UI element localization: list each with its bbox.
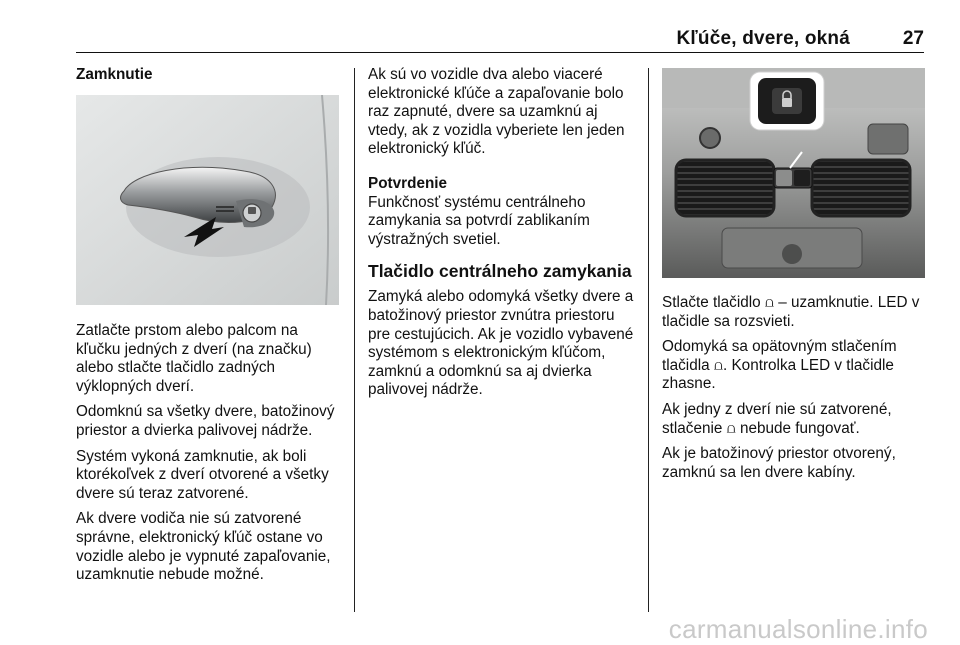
header-divider [76, 52, 924, 53]
paragraph-lock-press: Stlačte tlačidlo ⩍ – uzamknutie. LED v tlačidle sa rozsvieti. [662, 294, 920, 330]
lock-icon: ⩍ [764, 295, 774, 311]
paragraph: Systém vykoná zamknutie, ak boli ktorékoľvek z dverí otvorené a všetky dvere sú teraz zatvorené. [76, 447, 329, 502]
door-handle-drawing [76, 95, 339, 305]
right-column-text [662, 294, 932, 489]
paragraph: Zatlačte prstom alebo palcom na kľučku jedných z dverí (na značku) alebo stlačte tlačidlo zadných výklopných dverí. [76, 322, 312, 395]
page-number: 27 [902, 28, 924, 49]
door-handle-illustration [76, 95, 339, 305]
paragraph: Ak je batožinový priestor otvorený, zamknú sa len dvere kabíny. [662, 445, 896, 481]
section-title-central-locking-button: Tlačidlo centrálneho zamykania [368, 261, 632, 282]
dashboard-drawing [662, 68, 925, 278]
lock-icon: ⩍ [713, 357, 723, 374]
paragraph-door-open: Ak jedny z dverí nie sú zatvorené, stlačenie ⩍ nebude fungovať. [662, 400, 892, 437]
section-heading-confirmation: Potvrdenie [368, 174, 448, 192]
left-column-heading-block [76, 66, 342, 85]
lock-icon: ⩍ [726, 420, 736, 437]
paragraph: Ak dvere vodiča nie sú zatvorené správne, elektronický kľúč ostane vo vozidle alebo je vypnuté zapaľovanie, uzamknutie nebude možné. [76, 510, 331, 584]
paragraph: Zamyká alebo odomyká všetky dvere a batožinový priestor zvnútra priestoru pre cestujúcich. Ak je vozidlo vybavené systémom s elektronickým kľúčom, zamknú a odomknú sa aj dvierka palivovej nádrže. [368, 288, 634, 399]
paragraph: Ak sú vo vozidle dva alebo viaceré elektronické kľúče a zapaľovanie bolo raz zapnuté, dvere sa uzamknú aj vtedy, ak z vozidla vyberiete len jeden elektronický kľúč. [368, 66, 625, 158]
page-header-title: Kľúče, dvere, okná [676, 28, 850, 49]
section-heading-locking: Zamknutie [76, 66, 153, 83]
paragraph: Odomknú sa všetky dvere, batožinový priestor a dvierka palivovej nádrže. [76, 403, 335, 439]
paragraph: Funkčnosť systému centrálneho zamykania sa potvrdí zablikaním výstražných svetiel. [368, 193, 590, 248]
left-column-text [76, 322, 344, 592]
watermark: carmanualsonline.info [668, 614, 928, 644]
middle-column-text [368, 66, 634, 407]
column-divider-left [354, 68, 355, 612]
paragraph-unlock-press: Odomyká sa opätovným stlačením tlačidla ⩍. Kontrolka LED v tlačidle zhasne. [662, 338, 897, 393]
column-divider-right [648, 68, 649, 612]
dashboard-button-illustration [662, 68, 925, 278]
